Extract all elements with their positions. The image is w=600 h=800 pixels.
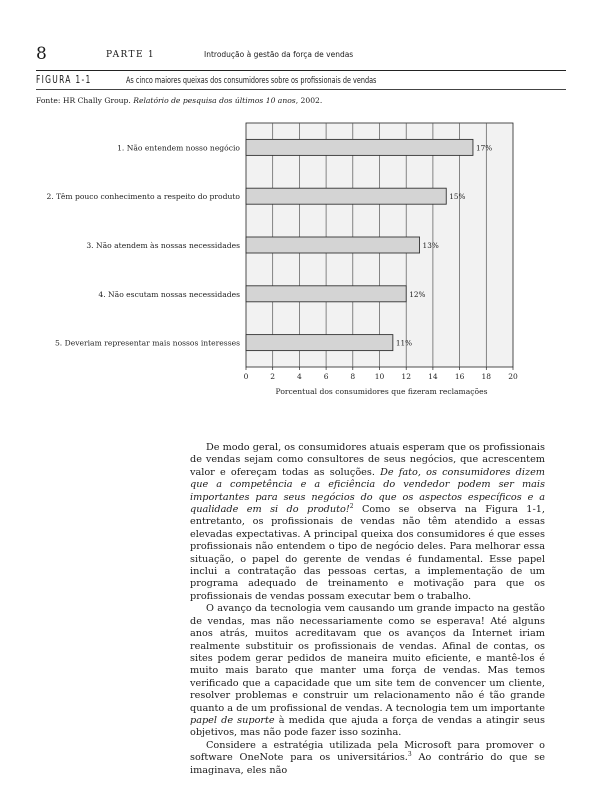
bar-3 bbox=[246, 237, 420, 253]
paragraph-3 bbox=[190, 740, 545, 777]
p3-text-b: Ao contrário do que se imaginava, eles não bbox=[190, 752, 545, 776]
x-tick-label-16: 16 bbox=[454, 372, 465, 381]
x-tick-label-4: 4 bbox=[297, 372, 302, 381]
value-label-5: 11% bbox=[395, 338, 413, 348]
source-suffix: , 2002. bbox=[295, 96, 323, 105]
part-number: 1 bbox=[147, 50, 156, 60]
footnote-ref-2[interactable]: 2 bbox=[349, 502, 354, 510]
x-tick-label-6: 6 bbox=[323, 372, 329, 381]
category-label-3: 3. Não atendem às nossas necessidades bbox=[86, 241, 240, 250]
p3-text-a: Considere a estratégia utilizada pela Microsoft para promover o software OneNote para os universitários. bbox=[190, 739, 545, 764]
body-text bbox=[190, 442, 545, 777]
source-prefix: Fonte: HR Chally Group. bbox=[36, 96, 134, 105]
value-label-1: 17% bbox=[475, 143, 493, 153]
footnote-ref-3[interactable]: 3 bbox=[407, 750, 412, 758]
figure-title: As cinco maiores queixas dos consumidores sobre os profissionais de vendas bbox=[126, 76, 377, 86]
paragraph-2 bbox=[190, 603, 545, 739]
x-tick-label-20: 20 bbox=[508, 372, 518, 381]
p2-emphasis: papel de suporte bbox=[190, 714, 275, 726]
x-tick-label-0: 0 bbox=[243, 372, 249, 381]
value-label-2: 15% bbox=[449, 192, 466, 202]
category-label-2: 2. Têm pouco conhecimento a respeito do produto bbox=[46, 192, 240, 202]
x-tick-label-2: 2 bbox=[270, 372, 276, 381]
p1-emphasis: De fato, os consumidores dizem que a competência e a eficiência do vendedor podem ser mais importantes para seus negócios do que os aspectos específicos e a qualidade em si do produto! bbox=[190, 466, 545, 516]
p2-text-b: à medida que ajuda a força de vendas a atingir seus objetivos, mas não pode fazer isso sozinha. bbox=[190, 714, 545, 739]
x-axis-label: Porcentual dos consumidores que fizeram reclamações bbox=[275, 387, 488, 396]
x-tick-label-12: 12 bbox=[401, 372, 411, 381]
part-word: PARTE bbox=[106, 50, 144, 60]
bar-4 bbox=[246, 286, 406, 302]
page-number: 8 bbox=[36, 44, 47, 64]
p1-text-a: De modo geral, os consumidores atuais esperam que os profissionais de vendas sejam como consultores de seus negócios, que acrescentem valor e ofereçam todas as soluções. bbox=[190, 442, 545, 478]
value-label-4: 12% bbox=[409, 289, 426, 299]
bar-1 bbox=[246, 139, 473, 155]
category-label-5: 5. Deveriam representar mais nossos interesses bbox=[54, 338, 240, 348]
x-tick-label-14: 14 bbox=[428, 372, 438, 381]
x-tick-label-8: 8 bbox=[350, 372, 356, 381]
bar-2 bbox=[246, 188, 446, 204]
part-title: Introdução à gestão da força de vendas bbox=[204, 50, 354, 59]
x-tick-label-10: 10 bbox=[374, 372, 385, 381]
category-label-1: 1. Não entendem nosso negócio bbox=[117, 143, 240, 153]
p2-text-a: O avanço da tecnologia vem causando um grande impacto na gestão de vendas, mas não necessariamente como se esperava! Até alguns anos atrás, muitos acreditavam que os avanços da Internet iriam realmente substituir os profissionais de vendas. Afinal de contas, os sites podem gerar pedidos de maneira muito eficiente, e mantê-los é muito mais barato que manter uma força de vendas. Mas temos verificado que a capacidade que um site tem de convencer um cliente, resolver problemas e construir um relacionamento não é tão grande quanto a de um profissional de vendas. A tecnologia tem um importante bbox=[190, 603, 545, 714]
x-tick-label-18: 18 bbox=[481, 372, 492, 381]
source-italic: Relatório de pesquisa dos últimos 10 anos bbox=[133, 96, 296, 105]
figure-label: FIGURA 1-1 bbox=[36, 74, 92, 86]
bar-5 bbox=[246, 335, 393, 351]
value-label-3: 13% bbox=[422, 241, 439, 250]
paragraph-1 bbox=[190, 442, 545, 603]
p1-text-b: Como se observa na Figura 1-1, entretanto, os profissionais de vendas não têm atendido a essas elevadas expectativas. A principal queixa dos consumidores é que esses profissionais não entendem o tipo de negócio deles. Para melhorar essa situação, o papel do gerente de vendas é fundamental. Esse papel inclui a contratação das pessoas certas, a implementação de um programa adequado de treinamento e motivação para que os profissionais de vendas possam executar bem o trabalho. bbox=[190, 504, 545, 602]
category-label-4: 4. Não escutam nossas necessidades bbox=[98, 289, 240, 299]
